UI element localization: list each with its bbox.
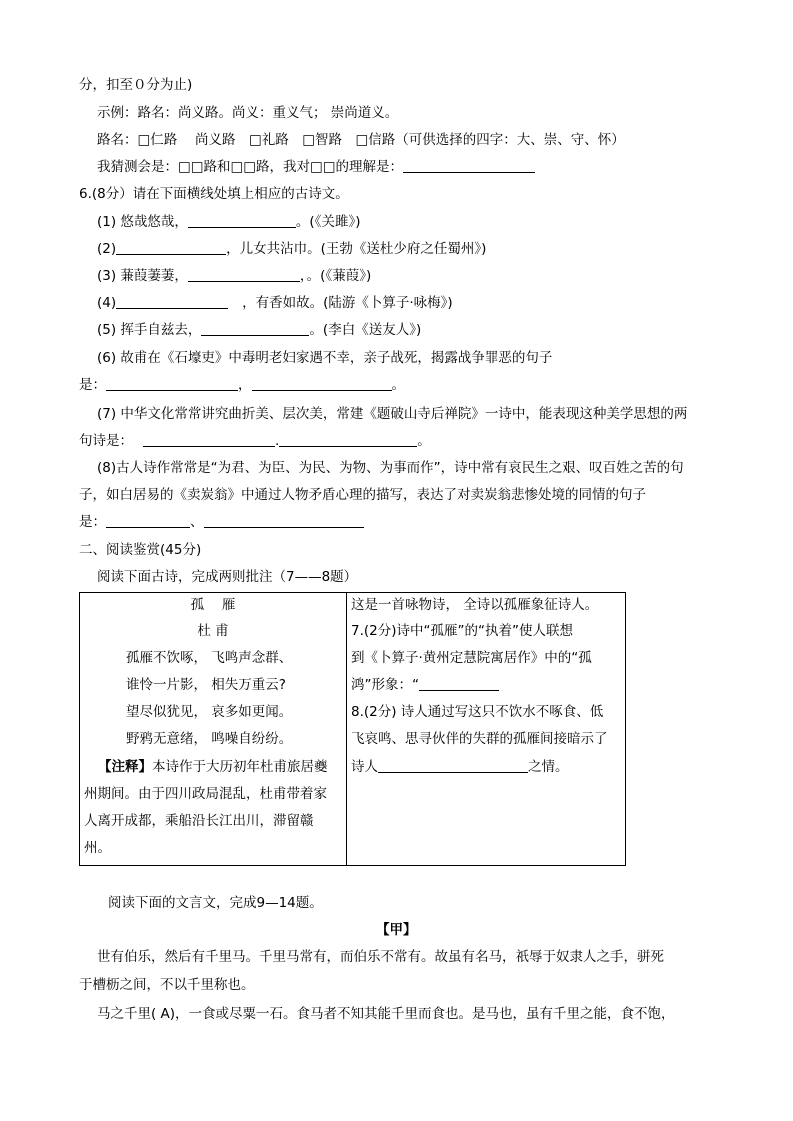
example-line: 示例：路名：尚义路。尚义：重义气； 崇尚道义。 bbox=[97, 105, 399, 121]
question-8-cont: 飞哀鸣、思寻伙伴的失群的孤雁间接暗示了 bbox=[351, 731, 608, 747]
period: 。 bbox=[391, 377, 405, 393]
answer-blank[interactable] bbox=[188, 267, 300, 282]
poem-intro: 阅读下面古诗，完成两则批注（7——8题） bbox=[97, 569, 358, 585]
poem-table bbox=[79, 592, 626, 866]
sub-question-8-answer bbox=[79, 512, 364, 532]
sub-question-8-label: 是： bbox=[79, 514, 106, 530]
poem-note bbox=[98, 757, 328, 777]
guess-text: 我猜测会是：□□路和□□路，我对□□的理解是： bbox=[97, 159, 404, 175]
period: 。 bbox=[417, 433, 431, 449]
sub-question-7: (7) 中华文化常常讲究曲折美、层次美，常建《题破山寺后禅院》一诗中，能表现这种美学思想的两 bbox=[97, 406, 688, 422]
separator: 、 bbox=[190, 514, 204, 530]
question-8-suffix: 之情。 bbox=[528, 759, 569, 775]
question-7-label: 鸿”形象：“ bbox=[351, 677, 419, 693]
wenyanwen-intro: 阅读下面的文言文，完成9—14题。 bbox=[108, 895, 323, 911]
answer-blank[interactable] bbox=[252, 376, 392, 391]
answer-blank[interactable] bbox=[116, 240, 226, 255]
answer-blank[interactable] bbox=[204, 513, 364, 528]
sub-question-8: (8)古人诗作常常是“为君、为臣、为民、为物、为事而作”，诗中常有哀民生之艰、叹百姓之苦的句 bbox=[97, 460, 684, 476]
sub-question-1-source: 。(《关雎》) bbox=[295, 214, 361, 230]
answer-blank[interactable] bbox=[188, 213, 296, 228]
poem-verse: 望尽似犹见， 哀多如更闻。 bbox=[126, 704, 293, 720]
sub-question-5-source: 。(李白《送友人》) bbox=[309, 322, 422, 338]
answer-blank[interactable] bbox=[116, 294, 228, 309]
question-8-answer bbox=[351, 757, 569, 777]
sub-question-1 bbox=[97, 212, 360, 232]
sub-question-6-answer bbox=[79, 375, 405, 395]
answer-blank[interactable] bbox=[279, 432, 417, 447]
poem-verse: 孤雁不饮啄， 飞鸣声念群、 bbox=[126, 650, 293, 666]
sub-question-4 bbox=[97, 293, 453, 313]
annotation-cell bbox=[347, 593, 626, 866]
sub-question-3-text: (3) 蒹葭萋萋， bbox=[97, 268, 188, 284]
passage-jia-title: 【甲】 bbox=[376, 922, 417, 938]
sub-question-4-source: ，有香如故。(陆游《卜算子·咏梅》) bbox=[242, 295, 453, 311]
guess-line bbox=[97, 157, 535, 177]
sub-question-6-label: 是： bbox=[79, 377, 106, 393]
sub-question-2 bbox=[97, 239, 486, 259]
answer-blank[interactable] bbox=[106, 513, 190, 528]
answer-blank[interactable] bbox=[403, 158, 535, 173]
passage-line: 马之千里( A)，一食或尽粟一石。食马者不知其能千里而食也。是马也，虽有千里之能，食不饱， bbox=[97, 1006, 675, 1022]
passage-line: 世有伯乐，然后有千里马。千里马常有，而伯乐不常有。故虽有名马，祇辱于奴隶人之手，骈死 bbox=[97, 949, 664, 965]
answer-blank[interactable] bbox=[106, 376, 238, 391]
poem-verse: 谁怜一片影， 相失万重云? bbox=[126, 677, 286, 693]
note-text: 本诗作于大历初年杜甫旅居夔 bbox=[152, 759, 328, 775]
sub-question-8-cont: 子，如白居易的《卖炭翁》中通过人物矛盾心理的描写，表达了对卖炭翁悲惨处境的同情的句子 bbox=[79, 487, 646, 503]
question-7-cont: 到《卜算子·黄州定慧院寓居作》中的“孤 bbox=[351, 650, 592, 666]
annotation-line: 这是一首咏物诗， 全诗以孤雁象征诗人。 bbox=[351, 597, 599, 613]
question-6-title: 6.(8分）请在下面横线处填上相应的古诗文。 bbox=[79, 186, 349, 202]
dot: . bbox=[275, 433, 280, 449]
poem-title: 孤 雁 bbox=[190, 597, 236, 613]
answer-blank[interactable] bbox=[143, 432, 275, 447]
sub-question-6: (6) 故甫在《石壕吏》中毒明老妇家遇不幸，亲子战死，揭露战争罪恶的句子 bbox=[97, 350, 553, 366]
poem-verse: 野鸦无意绪， 鸣噪自纷纷。 bbox=[126, 731, 293, 747]
poem-note: 州期间。由于四川政局混乱，杜甫带着家 bbox=[84, 786, 327, 802]
sub-question-5 bbox=[97, 320, 421, 340]
sub-question-4-text: (4) bbox=[97, 295, 117, 311]
poem-author: 杜 甫 bbox=[197, 623, 229, 639]
poem-note: 州。 bbox=[84, 840, 111, 856]
question-8: 8.(2分) 诗人通过写这只不饮水不啄食、低 bbox=[351, 704, 604, 720]
sub-question-7-label: 句诗是： bbox=[79, 433, 133, 449]
passage-line: 于槽枥之间，不以千里称也。 bbox=[79, 977, 255, 993]
road-names-line: 路名：□仁路 尚义路 □礼路 □智路 □信路（可供选择的四字：大、崇、守、怀） bbox=[97, 132, 625, 148]
sub-question-7-answer bbox=[79, 431, 431, 451]
note-label: 【注释】 bbox=[98, 759, 152, 775]
poem-cell bbox=[80, 593, 347, 866]
sub-question-2-source: ，儿女共沾巾。(王勃《送杜少府之任蜀州》) bbox=[226, 241, 487, 257]
section-2-title: 二、阅读鉴赏(45分) bbox=[79, 542, 202, 558]
sub-question-5-text: (5) 挥手自兹去， bbox=[97, 322, 202, 338]
answer-blank[interactable] bbox=[378, 758, 528, 773]
poem-note: 人离开成都，乘船沿长江出川，滞留赣 bbox=[84, 813, 314, 829]
sub-question-1-text: (1) 悠哉悠哉， bbox=[97, 214, 188, 230]
sub-question-3 bbox=[97, 266, 371, 286]
continued-line: 分，扣至０分为止) bbox=[79, 77, 193, 93]
answer-blank[interactable] bbox=[419, 676, 499, 691]
sub-question-2-text: (2) bbox=[97, 241, 117, 257]
comma: ， bbox=[238, 377, 252, 393]
answer-blank[interactable] bbox=[201, 321, 309, 336]
question-7-answer bbox=[351, 675, 499, 695]
question-7: 7.(2分)诗中“孤雁”的“执着”使人联想 bbox=[351, 623, 573, 639]
question-8-label: 诗人 bbox=[351, 759, 378, 775]
sub-question-3-source: ，。(《蒹葭》) bbox=[299, 268, 372, 284]
